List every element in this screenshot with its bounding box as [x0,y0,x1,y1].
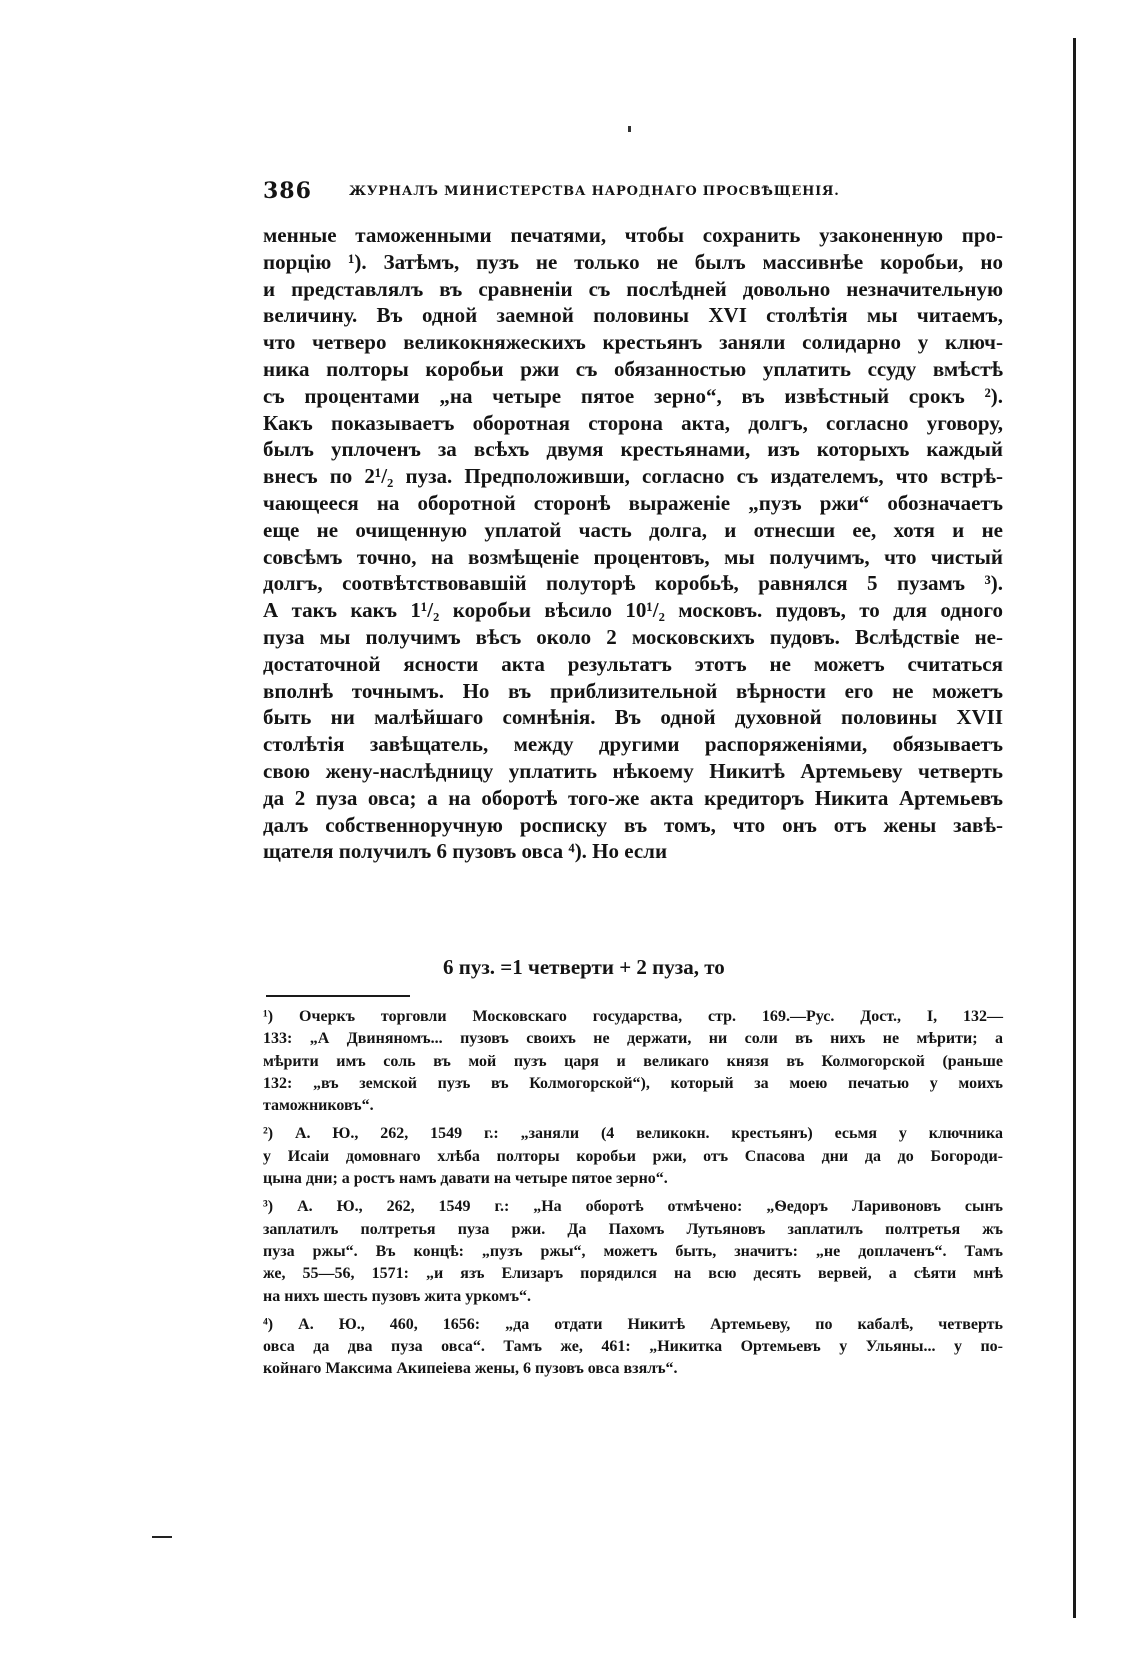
text-line: быть ни малѣйшаго сомнѣнія. Въ одной духовной половины XVII [263,705,1003,730]
footnote-line: цына дни; а ростъ намъ давати на четыре пятое зерно“. [263,1170,668,1188]
footnote-2 [263,1123,1003,1190]
footnote-line: заплатилъ полтретья пуза ржи. Да Пахомъ Лутьяновъ заплатилъ полтретья жъ [263,1220,1003,1238]
footnotes [263,1006,1003,1381]
text-line: еще не очищенную уплатой часть долга, и отнесши ее, хотя и не [263,517,1003,542]
text-line: щателя получилъ 6 пузовъ овса ⁴). Но если [263,839,668,864]
text-line: и представлялъ въ сравненіи съ послѣдней довольно незначительную [263,276,1003,301]
page-number: 386 [263,178,312,204]
footnote-divider [266,995,410,997]
footnote-line: 133: „А Двиняномъ... пузовъ своихъ не держати, ни соли въ нихъ не мѣрити; а [263,1030,1003,1048]
text-line: менные таможенными печатями, чтобы сохранить узаконенную про- [263,223,1003,247]
footnote-line: ¹) Очеркъ торговли Московскаго государства, стр. 169.—Рус. Дост., I, 132— [263,1008,1003,1025]
text-line: что четверо великокняжескихъ крестьянъ заняли солидарно у ключ- [263,330,1003,355]
text-line: свою жену-наслѣдницу уплатить нѣкоему Никитѣ Артемьеву четверть [263,758,1003,783]
text-line: достаточной ясности акта результатъ этотъ не можетъ считаться [263,651,1003,676]
scan-page-edge [1073,38,1076,1618]
text-line: А такъ какъ 1¹/₂ коробьи вѣсило 10¹/₂ московъ. пудовъ, то для одного [263,598,1003,623]
footnote-line: койнаго Максима Акипеіева жены, 6 пузовъ овса взялъ“. [263,1360,678,1378]
text-line: съ процентами „на четыре пятое зерно“, въ извѣстный срокъ ²). [263,383,1003,408]
scan-speck [628,126,631,132]
footnote-3 [263,1196,1003,1307]
text-line: Какъ показываетъ оборотная сторона акта, долгъ, согласно уговору, [263,410,1003,435]
scan-mark [152,1536,172,1538]
footnote-line: на нихъ шесть пузовъ жита уркомъ“. [263,1287,532,1305]
footnote-line: ³) А. Ю., 262, 1549 г.: „На оборотѣ отмѣчено: „Ѳедоръ Ларивоновъ сынъ [263,1198,1003,1216]
text-line: пуза мы получимъ вѣсъ около 2 московскихъ пудовъ. Вслѣдствіе не- [263,624,1003,649]
footnote-line: 132: „въ земской пузъ въ Колмогорской“), который за моею печатью у моихъ [263,1074,1003,1092]
text-line: порцію ¹). Затѣмъ, пузъ не только не былъ массивнѣе коробьи, но [263,249,1003,274]
main-text [263,222,1003,865]
footnote-line: овса да два пуза овса“. Тамъ же, 461: „Никитка Ортемьевъ у Ульяны... у по- [263,1338,1003,1356]
footnote-4 [263,1314,1003,1381]
text-line: внесъ по 2¹/₂ пуза. Предположивши, согласно съ издателемъ, что встрѣ- [263,464,1003,489]
footnote-1 [263,1006,1003,1117]
footnote-line: таможниковъ“. [263,1097,374,1115]
text-line: далъ собственноручную росписку въ томъ, что онъ отъ жены завѣ- [263,812,1003,837]
footnote-line: пуза ржы“. Въ концѣ: „пузъ ржы“, можетъ быть, значитъ: „не доплаченъ“. Тамъ [263,1242,1003,1260]
footnote-line: у Исаіи домовнаго хлѣба полторы коробьи ржи, отъ Спасова дни да до Богороди- [263,1147,1003,1165]
footnote-line: же, 55—56, 1571: „и язъ Елизаръ порядился на всю десять вервей, а сѣяти мнѣ [263,1265,1003,1283]
footnote-line: ²) А. Ю., 262, 1549 г.: „заняли (4 великокн. крестьянъ) есьмя у ключника [263,1125,1003,1143]
text-line: долгъ, соотвѣтствовавшій полуторѣ коробьѣ, равнялся 5 пузамъ ³). [263,571,1003,596]
text-line: столѣтія завѣщатель, между другими распоряженіями, обязываетъ [263,732,1003,757]
text-line: былъ уплоченъ за всѣхъ двумя крестьянами, изъ которыхъ каждый [263,437,1003,462]
footnote-line: ⁴) А. Ю., 460, 1656: „да отдати Никитѣ Артемьеву, по кабалѣ, четверть [263,1315,1003,1333]
text-line: вполнѣ точнымъ. Но въ приблизительной вѣрности его не можетъ [263,678,1003,703]
text-line: ника полторы коробьи ржи съ обязанностью уплатить ссуду вмѣстѣ [263,356,1003,381]
footnote-line: мѣрити имъ соль въ мой пузъ царя и великаго князя въ Колмогорской (раньше [263,1052,1003,1070]
page-header [263,178,993,208]
formula: 6 пуз. =1 четверти + 2 пуза, то [443,955,725,979]
running-title: ЖУРНАЛЪ МИНИСТЕРСТВА НАРОДНАГО ПРОСВѢЩЕНІЯ. [349,184,840,199]
text-line: величину. Въ одной заемной половины XVI столѣтія мы читаемъ, [263,303,1003,328]
text-line: да 2 пуза овса; а на оборотѣ того-же акта кредиторъ Никита Артемьевъ [263,785,1003,810]
text-line: чающееся на оборотной сторонѣ выраженіе „пузъ ржи“ обозначаетъ [263,490,1003,515]
text-line: совсѣмъ точно, на возмѣщеніе процентовъ, мы получимъ, что чистый [263,544,1003,569]
